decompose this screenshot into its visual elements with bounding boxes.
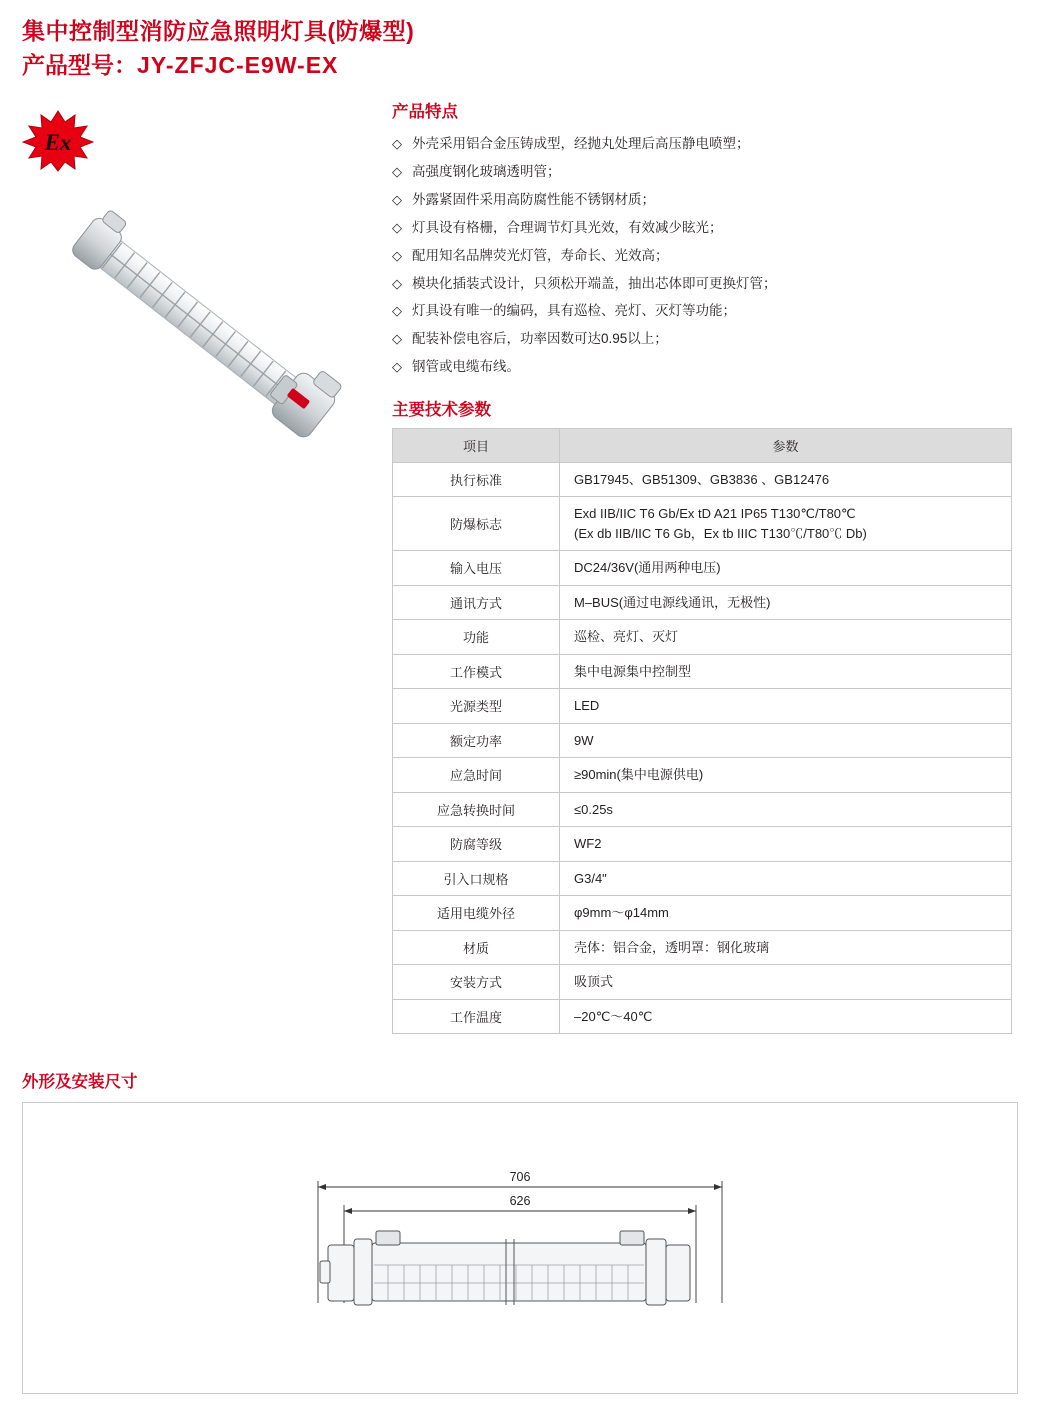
- spec-value: ≥90min(集中电源供电): [560, 758, 1012, 793]
- spec-item: 安装方式: [393, 965, 560, 1000]
- feature-text: 外壳采用铝合金压铸成型，经抛丸处理后高压静电喷塑；: [412, 135, 750, 151]
- table-header-row: [393, 428, 1012, 462]
- model-code: JY-ZFJC-E9W-EX: [137, 52, 339, 79]
- spec-value: 集中电源集中控制型: [560, 654, 1012, 689]
- spec-section: [392, 396, 1014, 1035]
- feature-text: 外露紧固件采用高防腐性能不锈钢材质；: [412, 191, 655, 207]
- feature-text: 灯具设有格栅，合理调节灯具光效，有效减少眩光；: [412, 219, 723, 235]
- table-row: [393, 551, 1012, 586]
- diamond-bullet-icon: ◇: [392, 331, 402, 347]
- spec-value: 吸顶式: [560, 965, 1012, 1000]
- table-row: [393, 497, 1012, 551]
- spec-value: LED: [560, 689, 1012, 724]
- spec-item: 额定功率: [393, 723, 560, 758]
- spec-value: GB17945、GB51309、GB3836 、GB12476: [560, 462, 1012, 497]
- list-item: [392, 326, 1014, 354]
- spec-item: 执行标准: [393, 462, 560, 497]
- list-item: [392, 186, 1014, 214]
- product-photo: [10, 168, 390, 488]
- svg-text:Ex: Ex: [44, 130, 72, 156]
- table-row: [393, 930, 1012, 965]
- spec-item: 防腐等级: [393, 827, 560, 862]
- feature-text: 模块化插装式设计，只须松开端盖，抽出芯体即可更换灯管；: [412, 275, 777, 291]
- table-row: [393, 896, 1012, 931]
- feature-text: 配用知名品牌荧光灯管，寿命长、光效高；: [412, 247, 669, 263]
- dimension-drawing: [310, 1153, 730, 1343]
- spec-item: 工作温度: [393, 999, 560, 1034]
- dimension-mounting-label: 626: [509, 1194, 531, 1209]
- product-visual-column: [0, 88, 392, 508]
- diamond-bullet-icon: ◇: [392, 163, 402, 179]
- spec-value: –20℃～40℃: [560, 999, 1012, 1034]
- table-row: [393, 585, 1012, 620]
- list-item: [392, 214, 1014, 242]
- column-header-item: 项目: [393, 428, 560, 462]
- spec-item: 适用电缆外径: [393, 896, 560, 931]
- feature-text: 高强度钢化玻璃透明管；: [412, 163, 561, 179]
- dimension-drawing-box: [22, 1102, 1018, 1394]
- table-row: [393, 758, 1012, 793]
- model-label: 产品型号：: [22, 52, 137, 79]
- spec-value: ≤0.25s: [560, 792, 1012, 827]
- column-header-parameter: 参数: [560, 428, 1012, 462]
- ex-explosion-proof-badge: [22, 110, 94, 172]
- dimension-overall-label: 706: [509, 1170, 531, 1185]
- table-row: [393, 723, 1012, 758]
- spec-item: 材质: [393, 930, 560, 965]
- table-row: [393, 654, 1012, 689]
- spec-table: [392, 428, 1012, 1035]
- spec-heading: 主要技术参数: [392, 400, 491, 419]
- spec-value: 巡检、亮灯、灭灯: [560, 620, 1012, 655]
- spec-value: G3/4": [560, 861, 1012, 896]
- spec-value: φ9mm～φ14mm: [560, 896, 1012, 931]
- diamond-bullet-icon: ◇: [392, 359, 402, 375]
- features-heading: 产品特点: [392, 103, 458, 122]
- list-item: [392, 242, 1014, 270]
- spec-item: 应急转换时间: [393, 792, 560, 827]
- table-row: [393, 827, 1012, 862]
- spec-item: 防爆标志: [393, 497, 560, 551]
- spec-item: 光源类型: [393, 689, 560, 724]
- page-header: [0, 0, 1040, 82]
- table-row: [393, 792, 1012, 827]
- list-item: [392, 298, 1014, 326]
- feature-text: 钢管或电缆布线。: [412, 359, 520, 375]
- diamond-bullet-icon: ◇: [392, 275, 402, 291]
- diamond-bullet-icon: ◇: [392, 135, 402, 151]
- spec-item: 工作模式: [393, 654, 560, 689]
- diamond-bullet-icon: ◇: [392, 219, 402, 235]
- table-row: [393, 620, 1012, 655]
- spec-value: 壳体：铝合金，透明罩：钢化玻璃: [560, 930, 1012, 965]
- diamond-bullet-icon: ◇: [392, 303, 402, 319]
- spec-item: 通讯方式: [393, 585, 560, 620]
- table-row: [393, 689, 1012, 724]
- feature-text: 灯具设有唯一的编码，具有巡检、亮灯、灭灯等功能；: [412, 303, 736, 319]
- dimension-section: [0, 1068, 1040, 1424]
- spec-value: [560, 497, 1012, 551]
- diamond-bullet-icon: ◇: [392, 247, 402, 263]
- content-columns: [0, 88, 1040, 1034]
- feature-text: 配装补偿电容后，功率因数可达0.95以上；: [412, 331, 668, 347]
- list-item: [392, 354, 1014, 382]
- spec-item: 应急时间: [393, 758, 560, 793]
- list-item: [392, 130, 1014, 158]
- spec-value: WF2: [560, 827, 1012, 862]
- spec-item: 引入口规格: [393, 861, 560, 896]
- spec-value: 9W: [560, 723, 1012, 758]
- list-item: [392, 158, 1014, 186]
- list-item: [392, 270, 1014, 298]
- model-line: [22, 49, 1040, 82]
- table-row: [393, 999, 1012, 1034]
- spec-value-line1: Exd IIB/IIC T6 Gb/Ex tD A21 IP65 T130℃/T80℃: [574, 506, 856, 522]
- table-row: [393, 861, 1012, 896]
- spec-value: DC24/36V(通用两种电压): [560, 551, 1012, 586]
- dimension-heading: 外形及安装尺寸: [22, 1073, 138, 1092]
- spec-value: M–BUS(通过电源线通讯，无极性): [560, 585, 1012, 620]
- spec-item: 输入电压: [393, 551, 560, 586]
- features-list: [392, 130, 1014, 381]
- diamond-bullet-icon: ◇: [392, 191, 402, 207]
- spec-item: 功能: [393, 620, 560, 655]
- product-info-column: [392, 88, 1040, 1034]
- table-row: [393, 965, 1012, 1000]
- table-row: [393, 462, 1012, 497]
- page-title: 集中控制型消防应急照明灯具(防爆型): [22, 18, 415, 44]
- spec-value-line2: (Ex db IIB/IIC T6 Gb，Ex tb IIIC T130℃/T80℃ Db): [574, 525, 867, 541]
